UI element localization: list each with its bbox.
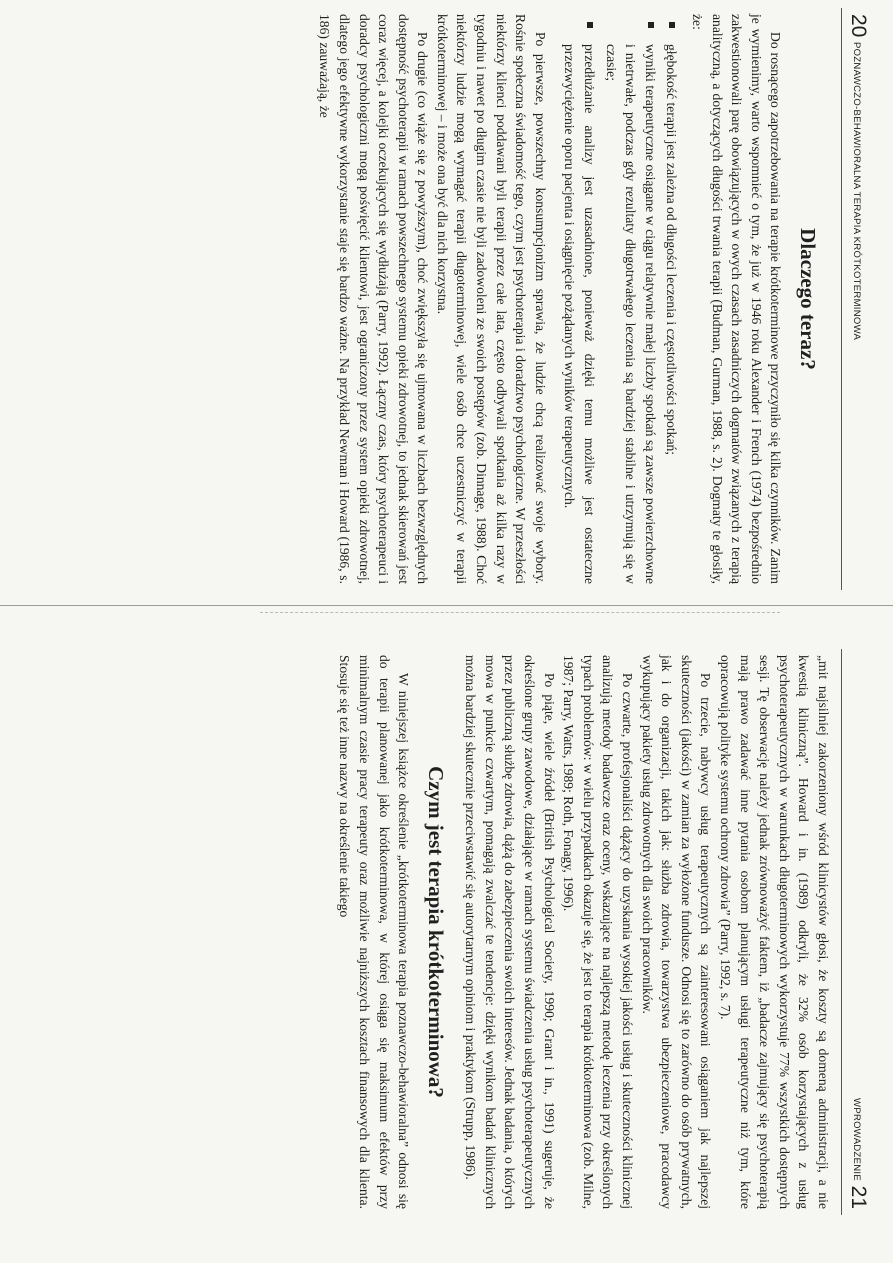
page-shadow-line xyxy=(260,612,780,613)
page-body xyxy=(315,8,841,590)
bullet-square-icon xyxy=(587,22,593,28)
paragraph-fourth: Po czwarte, profesjonaliści dążący do uzyskania wysokiej jakości usług i skuteczności klinicznej analizują metody badawcze oraz oceny, wskazujące na najlepszą metodę leczenia przy określonych typach problemów: w wielu przypadkach okazuje się, że jest to terapia krótkoterminowa (zob. Milne, 1987; Parry, Watts, 1989; Roth, Fonagy, 1996). xyxy=(561,655,636,1209)
dogma-list xyxy=(560,14,682,584)
page-header xyxy=(841,8,872,590)
paragraph-intro: Do rosnącego zapotrzebowania na terapie krótkoterminowe przyczyniło się kilka czynników. Zanim je wymienimy, warto wspomnieć o tym, że już w 1946 roku Alexander i French (1974) bezpośrednio zakwestionowali parę obowiązujących w owych czasach zasadniczych dogmatów związanych z terapią analityczną, a dotyczących długości trwania terapii (Budman, Gurman, 1988, s. 2). Dogmaty te głosiły, że: xyxy=(690,14,784,584)
page-header xyxy=(841,649,872,1215)
section-heading: Dlaczego teraz? xyxy=(796,228,820,370)
running-head: POZNAWCZO-BEHAWIORALNA TERAPIA KRÓTKOTERMINOWA xyxy=(851,42,862,341)
page-number: 21 xyxy=(847,1185,870,1209)
page-number: 20 xyxy=(847,14,870,38)
list-item: głębokość terapii jest zależna od długości leczenia i częstotliwości spotkań; xyxy=(662,44,682,584)
paragraph-fifth: Po piąte, wiele źródeł (British Psychological Society, 1990; Grant i in., 1991) sugeruje, że określone grupy zawodowe, działające w ramach systemu świadczenia usług psychoterapeutycznych przez publiczną służbę zdrowia, dążą do zabezpieczenia swoich interesów. Jednak badania, o których mowa w punkcie czwartym, pomagają zwalczać te tendencje: dzięki wynikom badań klinicznych możnа bardziej skutecznie przeciwstawić się autorytarnym opiniom i praktykom (Strupp, 1986). xyxy=(463,655,557,1209)
section-heading: Czym jest terapia krótkoterminowa? xyxy=(423,766,448,1098)
bullet-square-icon xyxy=(648,22,654,28)
paragraph-third: Po trzecie, nabywcy usług terapeutycznych są zainteresowani osiąganiem jak najlepszej skuteczności (jakości) w zamian za wyłożone fundusze. Odnosi się to zarówno do osób prywatnych, jak i do organizacji, takich jak: służba zdrowia, towarzystwa ubezpieczeniowe, pracodawcy wykupujący pakiety usług zdrowotnych dla swoich pracowników. xyxy=(639,655,714,1209)
running-head: WPROWADZENIE xyxy=(851,1098,862,1181)
page-fold-line xyxy=(0,605,893,606)
paragraph-definition: W niniejszej książce określenie „krótkoterminowa terapia poznawczo-behawioralna” odnosi się do terapii planowanej jako krótkoterminowa, w której osiąga się maksimum efektów przy minimalnym czasie pracy terapeuty oraz możliwie najniższych kosztach finansowych dla klienta. Stosuje się też inne nazwy na określenie takiego xyxy=(337,655,412,1209)
page-20 xyxy=(13,8,872,590)
paragraph-first: Po pierwsze, powszechny konsumpcjonizm sprawia, że ludzie chcą realizować swoje wybory. Rośnie społeczna świadomość tego, czym jest psychoterapia i doradztwo psychologiczne. W przeszłości niektórzy klienci poddawani byli terapii przez całe lata, często odbywali spotkania aż kilka razy w tygodniu i nawet po długim czasie nie byli zadowoleni ze swoich postępów (zob. Dinnage, 1988). Choć niektórzy ludzie mogą wymagać terapii długoterminowej, wiele osób chce uczestniczyć w terapii krótkoterminowej – i może ona być dla nich korzystna. xyxy=(434,14,548,584)
bullet-square-icon xyxy=(669,22,675,28)
page-21 xyxy=(13,649,872,1215)
list-item: wyniki terapeutyczne osiągane w ciągu relatywnie małej liczby spotkań są zawsze powierzchowne i nietrwałe, podczas gdy rezultaty długotrwałego leczenia są bardziej stabilne i utrzymują się w czasie; xyxy=(601,44,660,584)
paragraph-second: Po drugie (co wiąże się z powyższym), choć zwiększyła się ujmowana w liczbach bezwzględnych dostępność psychoterapii w ramach powszechnego systemu opieki zdrowotnej, to jednak skierowań jest coraz więcej, a kolejki oczekujących się wydłużają (Parry, 1992). Łączny czas, który psychoterapeuci i doradcy psychologiczni mogą poświęcić klientowi, jest ograniczony przez system opieki zdrowotnej, dlatego jego efektywne wykorzystanie staje się bardzo ważne. Na przykład Newman i Howard (1986, s. 186) zauważają, że xyxy=(317,14,431,584)
page-body xyxy=(335,649,841,1215)
paragraph-continued: „mit najsilniej zakorzeniony wśród klinicystów głosi, że koszty są domeną administracji, a nie kwestią kliniczną”. Howard i in. (1989) odkryli, że 32% osób korzystających z usług psychoterapeutycznych w warunkach długoterminowych wykorzystuje 77% wszystkich dostępnych sesji. Tę obserwację należy jednak zrównoważyć faktem, iż „badacze zajmujący się psychoterapią mają prawo zadawać inne pytania osobom planującym usługi terapeutyczne niż tym, które opracowują polityke systemu ochrony zdrowia” (Parry, 1992, s. 7). xyxy=(718,655,831,1209)
list-item: przedłużanie analizy jest uzasadnione, ponieważ dzięki temu możliwe jest ostateczne przezwyciężenie oporu pacjenta i osiągnięcie pożądanych wyników terapeutycznych. xyxy=(560,44,599,584)
